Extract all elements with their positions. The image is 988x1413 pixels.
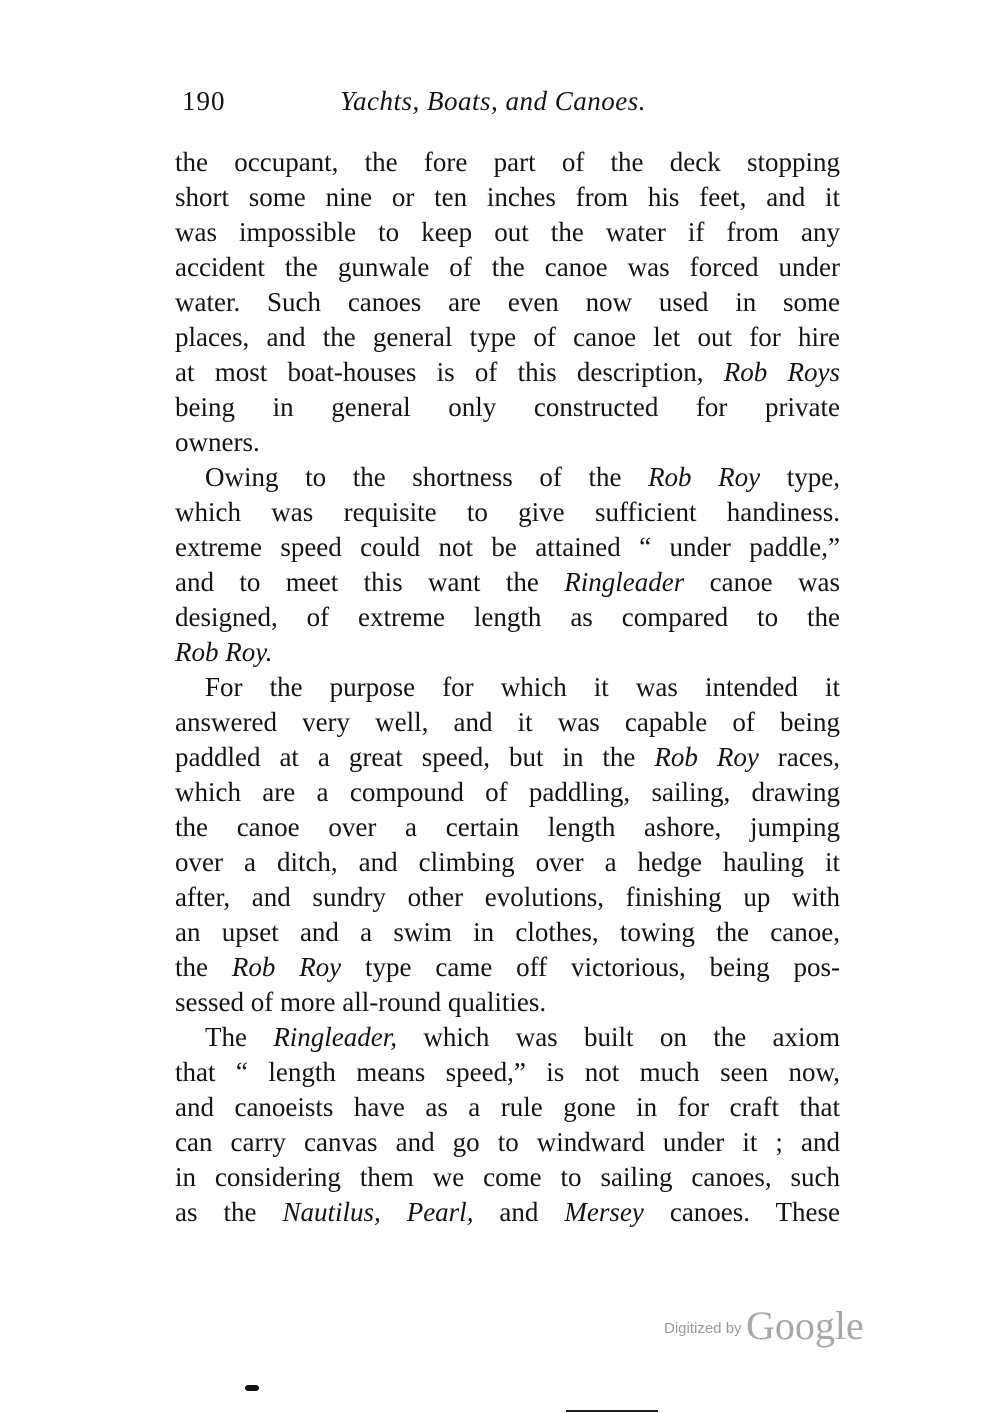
- text-run: Owing to the shortness of the: [205, 462, 649, 492]
- text-line: [175, 460, 840, 495]
- google-watermark: [664, 1302, 864, 1352]
- text-line: [175, 600, 840, 635]
- text-run: in considering them we come to sailing canoes, such: [175, 1162, 840, 1192]
- italic-title: Rob Roy: [231, 952, 342, 982]
- text-run: short some nine or ten inches from his feet, and it: [175, 182, 840, 212]
- text-line: [175, 355, 840, 390]
- text-run: races,: [758, 742, 840, 772]
- text-line: [175, 775, 840, 810]
- text-line: [175, 425, 840, 460]
- text-line: [175, 670, 840, 705]
- body-text: [175, 145, 840, 1230]
- italic-title: Rob Roy: [648, 462, 761, 492]
- ink-mark: [245, 1385, 259, 1391]
- text-line: [175, 705, 840, 740]
- text-line: [175, 950, 840, 985]
- text-line: [175, 1055, 840, 1090]
- text-run: extreme speed could not be attained “ under paddle,”: [175, 532, 840, 562]
- text-run: and canoeists have as a rule gone in for craft that: [175, 1092, 840, 1122]
- text-line: [175, 530, 840, 565]
- text-run: which was requisite to give sufficient handiness.: [175, 497, 840, 527]
- text-run: can carry canvas and go to windward under it ; and: [175, 1127, 840, 1157]
- text-line: [175, 390, 840, 425]
- text-run: sessed of more all-round qualities.: [175, 987, 547, 1017]
- text-run: after, and sundry other evolutions, finishing up with: [175, 882, 840, 912]
- italic-title: Nautilus,: [282, 1197, 381, 1227]
- text-line: [175, 880, 840, 915]
- italic-title: Pearl,: [406, 1197, 474, 1227]
- page-header: [180, 86, 700, 122]
- text-run: and to meet this want the: [175, 567, 565, 597]
- text-line: [175, 1090, 840, 1125]
- bottom-rule: [566, 1410, 658, 1412]
- italic-title: Ringleader: [564, 567, 685, 597]
- text-line: [175, 565, 840, 600]
- text-run: canoe was: [684, 567, 840, 597]
- text-line: [175, 285, 840, 320]
- italic-title: Mersey: [564, 1197, 644, 1227]
- text-line: [175, 1125, 840, 1160]
- text-run: places, and the general type of canoe let out for hire: [175, 322, 840, 352]
- text-run: over a ditch, and climbing over a hedge hauling it: [175, 847, 840, 877]
- text-run: type,: [760, 462, 840, 492]
- text-line: [175, 915, 840, 950]
- running-title: Yachts, Boats, and Canoes.: [340, 86, 647, 116]
- text-line: [175, 845, 840, 880]
- watermark-brand-logo: Google: [746, 1303, 864, 1348]
- text-line: [175, 1020, 840, 1055]
- text-line: [175, 320, 840, 355]
- text-line: [175, 250, 840, 285]
- italic-title: Rob Roy.: [175, 637, 273, 667]
- text-run: owners.: [175, 427, 260, 457]
- text-run: at most boat-houses is of this description,: [175, 357, 724, 387]
- text-line: [175, 1160, 840, 1195]
- text-run: type came off victorious, being pos-: [341, 952, 840, 982]
- text-line: [175, 985, 840, 1020]
- text-run: paddled at a great speed, but in the: [175, 742, 655, 772]
- text-run: For the purpose for which it was intended it: [205, 672, 840, 702]
- italic-title: Rob Roy: [654, 742, 759, 772]
- text-line: [175, 1195, 840, 1230]
- text-line: [175, 145, 840, 180]
- text-run: was impossible to keep out the water if from any: [175, 217, 840, 247]
- text-run: which are a compound of paddling, sailing, drawing: [175, 777, 840, 807]
- text-run: that “ length means speed,” is not much seen now,: [175, 1057, 840, 1087]
- text-run: the occupant, the fore part of the deck stopping: [175, 147, 840, 177]
- italic-title: Rob Roys: [723, 357, 840, 387]
- page-number: 190: [182, 86, 226, 116]
- text-run: and: [473, 1197, 565, 1227]
- text-run: an upset and a swim in clothes, towing the canoe,: [175, 917, 840, 947]
- text-run: answered very well, and it was capable of being: [175, 707, 840, 737]
- text-run: The: [205, 1022, 274, 1052]
- text-line: [175, 180, 840, 215]
- text-run: canoes. These: [643, 1197, 840, 1227]
- text-run: as the: [175, 1197, 283, 1227]
- text-run: the canoe over a certain length ashore, jumping: [175, 812, 840, 842]
- text-run: water. Such canoes are even now used in some: [175, 287, 840, 317]
- text-line: [175, 810, 840, 845]
- text-line: [175, 635, 840, 670]
- text-run: which was built on the axiom: [397, 1022, 840, 1052]
- text-run: being in general only constructed for private: [175, 392, 840, 422]
- text-line: [175, 215, 840, 250]
- text-run: [381, 1197, 407, 1227]
- italic-title: Ringleader,: [273, 1022, 398, 1052]
- text-line: [175, 495, 840, 530]
- text-run: the: [175, 952, 232, 982]
- text-line: [175, 740, 840, 775]
- text-run: accident the gunwale of the canoe was forced under: [175, 252, 840, 282]
- text-run: designed, of extreme length as compared to the: [175, 602, 840, 632]
- watermark-digitized-label: Digitized by: [664, 1320, 742, 1337]
